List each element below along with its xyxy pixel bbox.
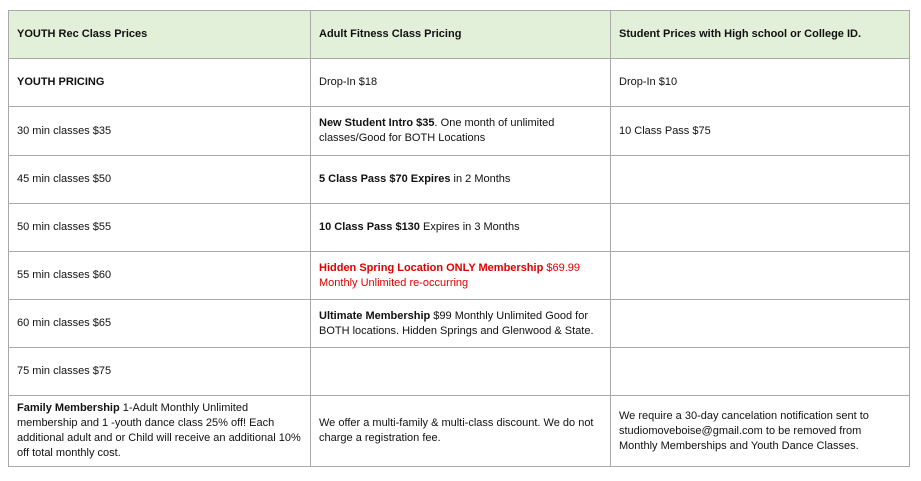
adult-dropin: Drop-In $18 (311, 59, 611, 107)
family-membership-detail: 1-Adult Monthly Unlimited membership and 1 -youth dance class 25% off! Each additional adult and or Child will receive an additional 10% off total monthly cost. (17, 402, 301, 459)
table-row (9, 348, 910, 396)
adult-hidden-spring-title: Hidden Spring Location ONLY Membership (319, 261, 544, 274)
family-membership-title: Family Membership (17, 402, 120, 414)
adult-intro (311, 107, 611, 156)
adult-ultimate-detail: $99 Monthly Unlimited Good for BOTH locations. Hidden Springs and Glenwood & State. (319, 309, 594, 337)
empty-cell (611, 252, 910, 300)
adult-hidden-spring (311, 252, 611, 300)
header-youth: YOUTH Rec Class Prices (9, 11, 311, 59)
table-row (9, 396, 910, 467)
empty-cell (611, 204, 910, 252)
adult-intro-title: New Student Intro $35 (319, 117, 435, 129)
adult-pass-10-title: 10 Class Pass $130 (319, 221, 420, 233)
adult-hidden-spring-detail: $69.99 Monthly Unlimited re-occurring (319, 261, 581, 289)
empty-cell (611, 156, 910, 204)
table-row (9, 204, 910, 252)
table-row (9, 59, 910, 107)
adult-pass-10-detail: Expires in 3 Months (419, 221, 520, 233)
youth-price-55: 55 min classes $60 (9, 252, 311, 300)
adult-pass-10 (311, 204, 611, 252)
adult-discount-note: We offer a multi-family & multi-class discount. We do not charge a registration fee. (311, 396, 611, 467)
youth-price-50: 50 min classes $55 (9, 204, 311, 252)
student-cancel-note: We require a 30-day cancelation notification sent to studiomoveboise@gmail.com to be removed from Monthly Memberships and Youth Dance Classes. (611, 396, 910, 467)
youth-price-30: 30 min classes $35 (9, 107, 311, 156)
youth-pricing-label: YOUTH PRICING (9, 59, 311, 107)
youth-family-membership (9, 396, 311, 467)
empty-cell (611, 348, 910, 396)
youth-price-45: 45 min classes $50 (9, 156, 311, 204)
table-row (9, 252, 910, 300)
adult-pass-5 (311, 156, 611, 204)
student-pass: 10 Class Pass $75 (611, 107, 910, 156)
header-row (9, 11, 910, 59)
adult-ultimate-title: Ultimate Membership (319, 309, 431, 322)
pricing-table (8, 10, 910, 467)
table-row (9, 156, 910, 204)
empty-cell (311, 348, 611, 396)
adult-pass-5-detail: in 2 Months (450, 173, 511, 185)
table-row (9, 300, 910, 348)
youth-price-60: 60 min classes $65 (9, 300, 311, 348)
header-adult: Adult Fitness Class Pricing (311, 11, 611, 59)
adult-ultimate (311, 300, 611, 348)
adult-intro-detail: . One month of unlimited classes/Good for BOTH Locations (319, 117, 555, 144)
adult-pass-5-title: 5 Class Pass $70 Expires (319, 173, 451, 185)
header-student: Student Prices with High school or College ID. (611, 11, 910, 59)
youth-price-75: 75 min classes $75 (9, 348, 311, 396)
empty-cell (611, 300, 910, 348)
table-row (9, 107, 910, 156)
student-dropin: Drop-In $10 (611, 59, 910, 107)
